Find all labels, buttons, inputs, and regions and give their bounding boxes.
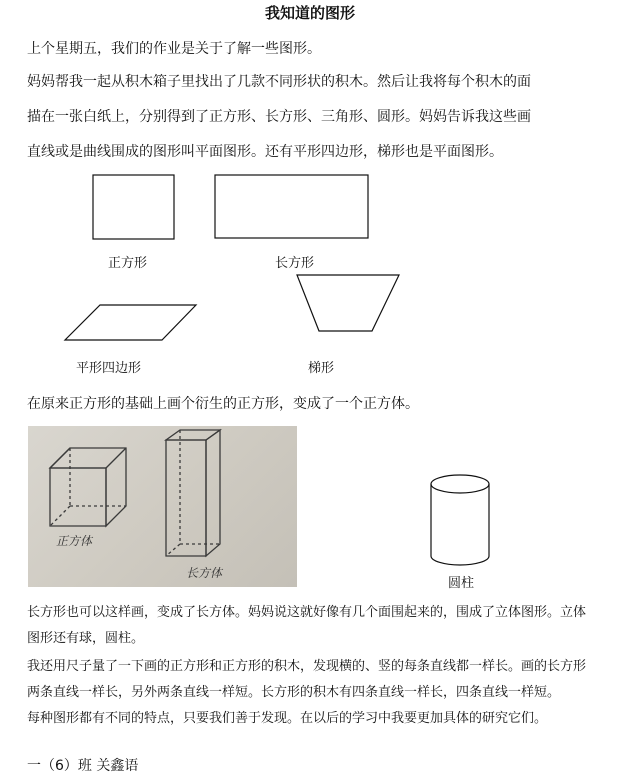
closing-line-2: 图形还有球，圆柱。: [27, 631, 145, 646]
paragraph-intro: 上个星期五，我们的作业是关于了解一些图形。: [27, 41, 321, 57]
rectangle-label: 长方形: [275, 256, 315, 271]
cylinder-label: 圆柱: [448, 576, 475, 591]
trapezoid-label: 梯形: [308, 361, 335, 376]
closing-line-1: 长方形也可以这样画，变成了长方体。妈妈说这就好像有几个面围起来的，围成了立体图形。立体: [27, 605, 587, 620]
photo-cuboid-label: 长方体: [186, 566, 223, 580]
page-title: 我知道的图形: [264, 4, 355, 22]
paragraph-line-1: 妈妈帮我一起从积木箱子里找出了几款不同形状的积木。然后让我将每个积木的面: [27, 74, 531, 90]
closing-line-4: 两条直线一样长，另外两条直线一样短。长方形的积木有四条直线一样长，四条直线一样短。: [27, 685, 561, 700]
signature: 一（6）班 关鑫语: [27, 758, 139, 774]
parallelogram-label: 平形四边形: [76, 361, 142, 376]
closing-line-5: 每种图形都有不同的特点，只要我们善于发现。在以后的学习中我要更加具体的研究它们。: [27, 711, 548, 726]
closing-line-3: 我还用尺子量了一下画的正方形和正方形的积木，发现横的、竖的每条直线都一样长。画的长方形: [27, 659, 587, 674]
photo-cube-label: 正方体: [56, 534, 93, 548]
paragraph-line-3: 直线或是曲线围成的图形叫平面图形。还有平形四边形，梯形也是平面图形。: [27, 144, 503, 160]
square-label: 正方形: [108, 256, 148, 271]
cube-sentence: 在原来正方形的基础上画个衍生的正方形，变成了一个正方体。: [27, 396, 419, 412]
cylinder-shape: [431, 475, 489, 565]
paragraph-line-2: 描在一张白纸上，分别得到了正方形、长方形、三角形、圆形。妈妈告诉我这些画: [27, 109, 531, 125]
